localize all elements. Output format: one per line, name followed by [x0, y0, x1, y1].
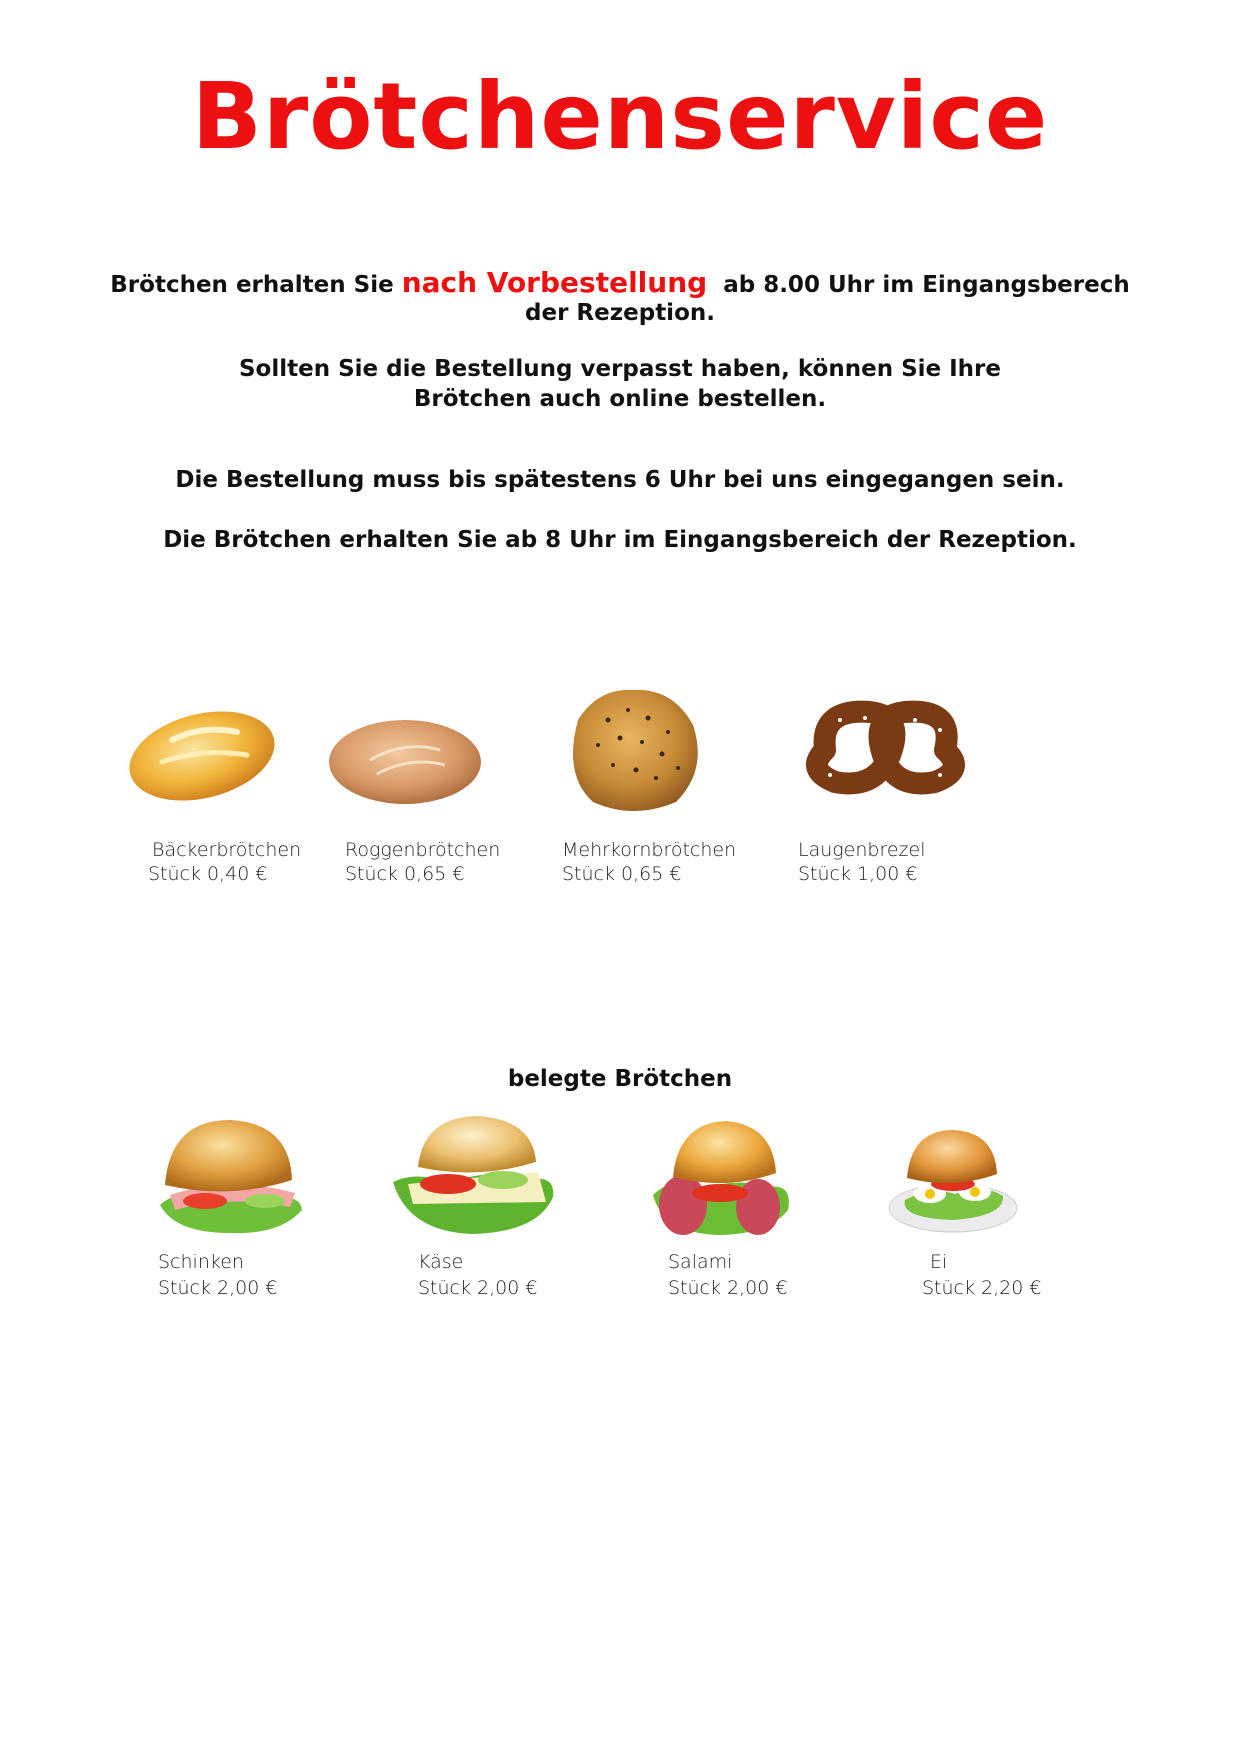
baeckerbroetchen-image	[122, 700, 282, 810]
salami-sandwich-image	[648, 1115, 798, 1245]
pickup-text: Die Brötchen erhalten Sie ab 8 Uhr im Eingangsbereich der Rezeption.	[163, 527, 1077, 553]
roll-name: Laugenbrezel	[798, 839, 926, 861]
sandwich-name: Schinken	[158, 1251, 244, 1273]
intro-text-pre: Brötchen erhalten Sie	[110, 272, 402, 298]
intro-line-4: Brötchen auch online bestellen.	[413, 386, 827, 412]
sandwich-price: Stück 2,00 €	[668, 1277, 788, 1299]
roll-price: Stück 0,40 €	[148, 863, 268, 885]
roll-price: Stück 1,00 €	[798, 863, 918, 885]
intro-line-2: der Rezeption.	[525, 300, 715, 326]
page-title: Brötchenservice	[191, 63, 1049, 170]
roll-name: Roggenbrötchen	[345, 839, 501, 861]
roggenbroetchen-image	[325, 710, 485, 810]
kaese-sandwich-image	[388, 1112, 558, 1242]
roll-name: Mehrkornbrötchen	[562, 839, 737, 861]
intro-line-1	[0, 268, 1240, 300]
schinken-sandwich-image	[150, 1115, 310, 1240]
sandwich-name: Salami	[668, 1251, 733, 1273]
sandwiches-heading: belegte Brötchen	[507, 1066, 733, 1092]
laugenbrezel-image	[795, 690, 975, 810]
sandwich-name: Käse	[418, 1251, 464, 1273]
mehrkornbroetchen-image	[558, 680, 708, 820]
sandwich-price: Stück 2,20 €	[922, 1277, 1042, 1299]
preorder-highlight: nach Vorbestellung	[401, 266, 708, 299]
ei-sandwich-image	[885, 1128, 1020, 1238]
intro-text-post: ab 8.00 Uhr im Eingangsberech	[707, 272, 1130, 298]
roll-price: Stück 0,65 €	[345, 863, 465, 885]
sandwich-price: Stück 2,00 €	[418, 1277, 538, 1299]
sandwich-name: Ei	[930, 1251, 948, 1273]
roll-name: Bäckerbrötchen	[152, 839, 302, 861]
sandwich-price: Stück 2,00 €	[158, 1277, 278, 1299]
roll-price: Stück 0,65 €	[562, 863, 682, 885]
deadline-text: Die Bestellung muss bis spätestens 6 Uhr bei uns eingegangen sein.	[175, 467, 1065, 493]
intro-line-3: Sollten Sie die Bestellung verpasst haben, können Sie Ihre	[238, 356, 1002, 382]
